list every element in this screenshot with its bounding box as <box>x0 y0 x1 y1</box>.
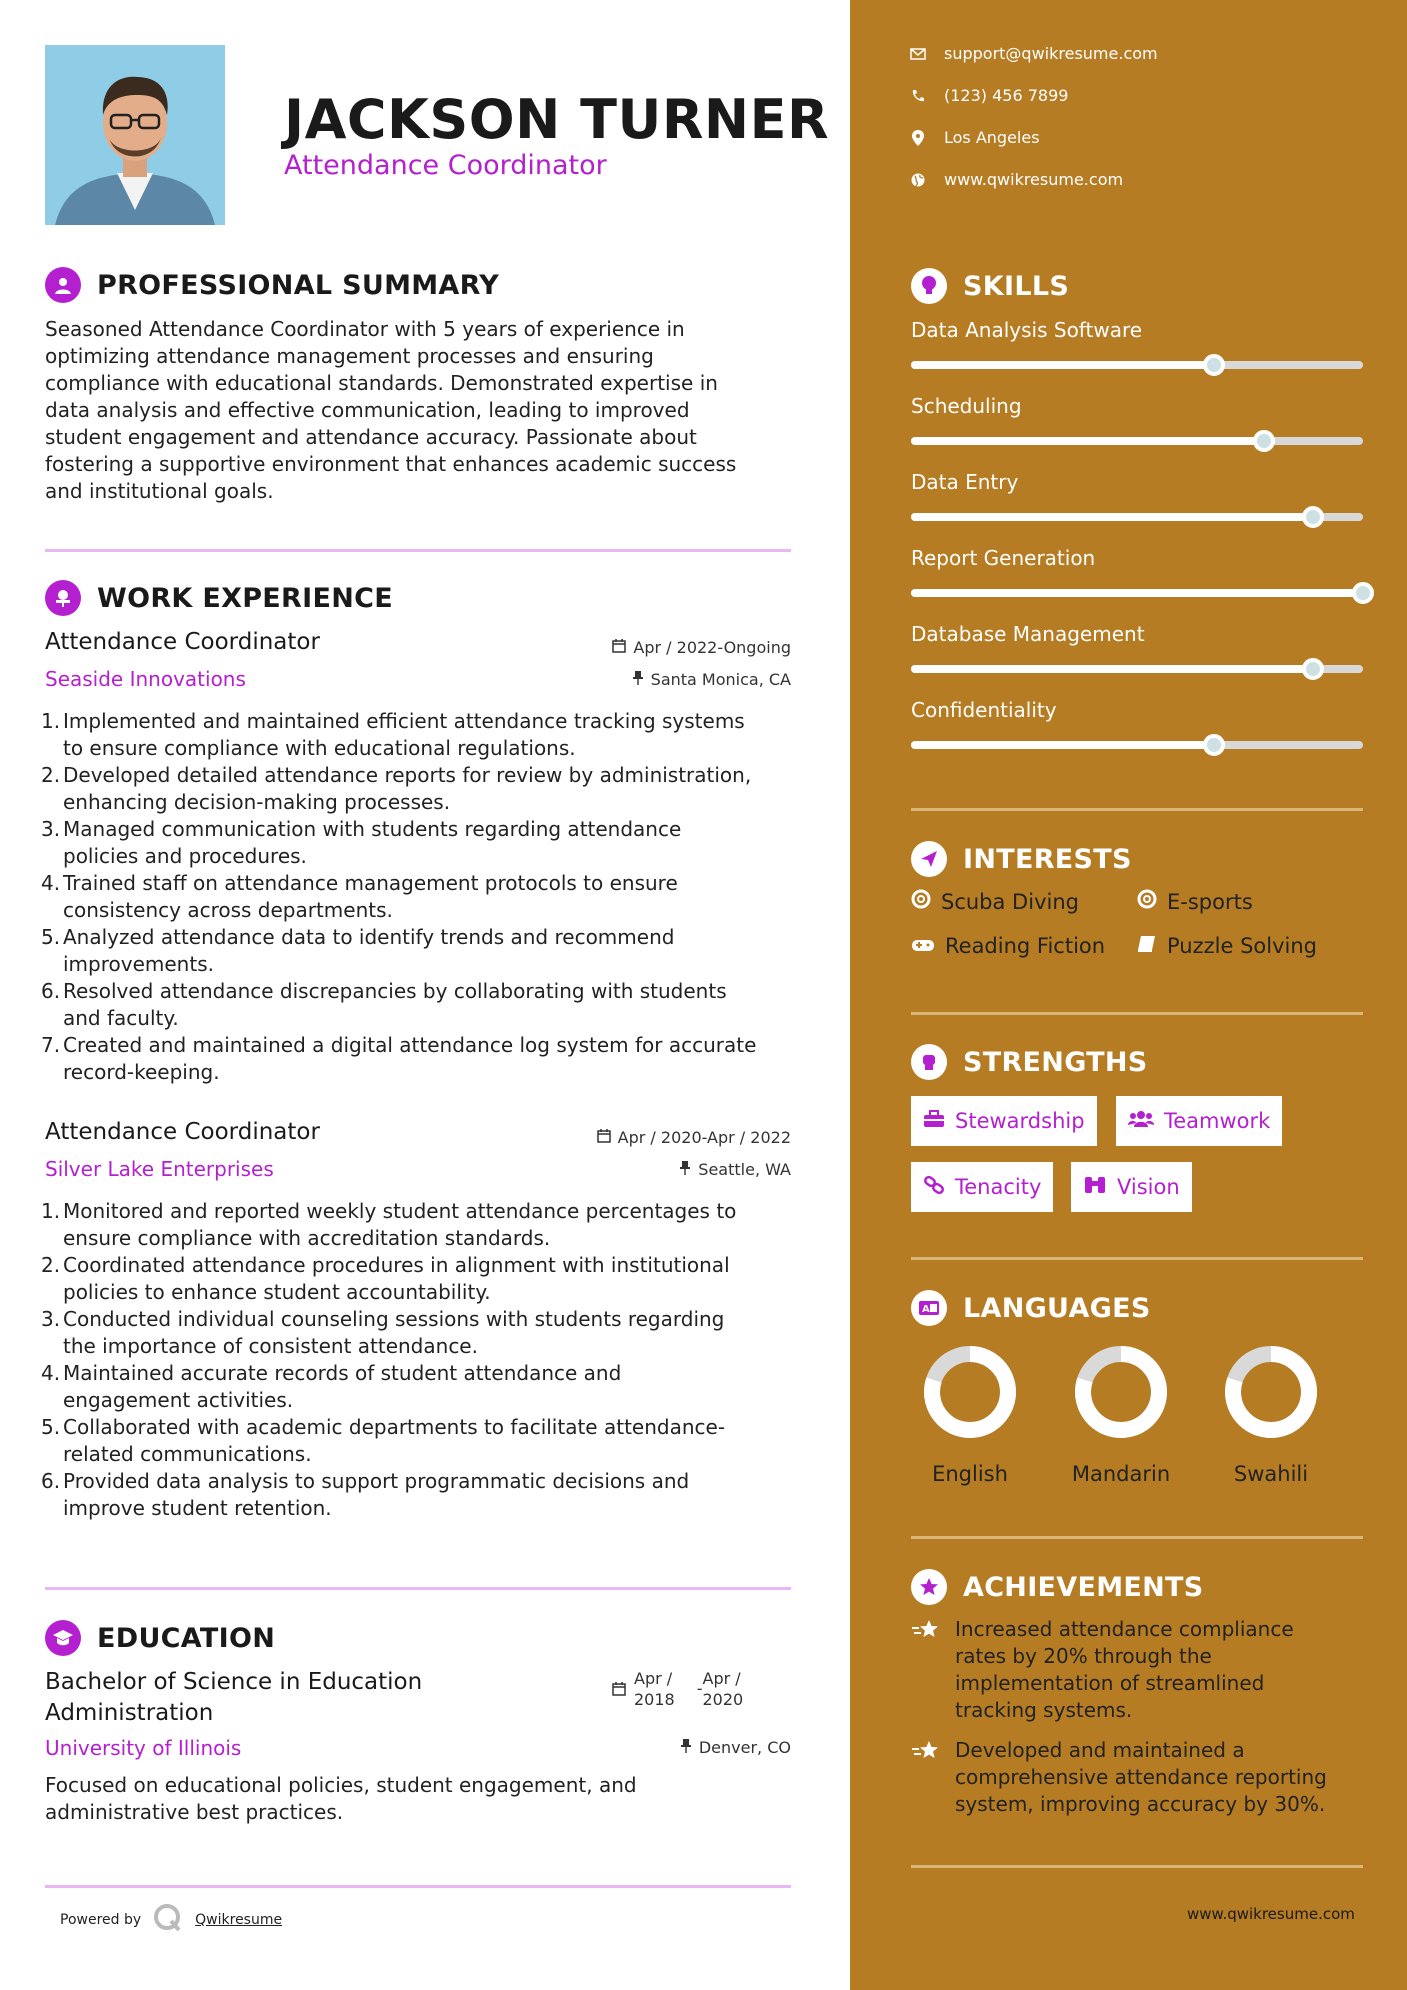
language-name: Swahili <box>1233 1462 1309 1486</box>
contact-email: support@qwikresume.com <box>910 44 1158 63</box>
strength-badge: Stewardship <box>911 1096 1097 1146</box>
job-date: Apr / 2022-Ongoing <box>612 638 791 657</box>
skill-bar-fill <box>911 513 1313 521</box>
sidebar-divider <box>911 808 1363 811</box>
book-icon <box>1137 934 1157 958</box>
job-location: Seattle, WA <box>679 1160 791 1179</box>
translate-icon <box>911 1290 947 1326</box>
language-item <box>910 1344 1030 1486</box>
interest-item: Puzzle Solving <box>1137 934 1317 958</box>
summary-heading: PROFESSIONAL SUMMARY <box>45 267 499 303</box>
interest-item: E-sports <box>1137 889 1253 914</box>
fist-icon <box>911 1044 947 1080</box>
skills-heading: SKILLS <box>911 268 1069 304</box>
skill-bar-knob <box>1253 430 1275 452</box>
skill-bar <box>911 665 1363 673</box>
briefcase-chair-icon <box>45 580 81 616</box>
gamepad-icon <box>911 934 935 958</box>
shooting-star-icon <box>911 1616 941 1724</box>
skill-name: Report Generation <box>911 546 1096 570</box>
achievement-item: Increased attendance compliance rates by 20% through the implementation of streamlined tracking systems. <box>911 1616 1371 1724</box>
skill-name: Scheduling <box>911 394 1022 418</box>
language-ring <box>1223 1344 1319 1440</box>
interests-heading: INTERESTS <box>911 841 1132 877</box>
link-icon <box>923 1175 945 1200</box>
section-divider <box>45 549 791 552</box>
list-item: Implemented and maintained efficient attendance tracking systems to ensure compliance with educational regulations. <box>63 709 745 760</box>
envelope-icon <box>910 48 926 60</box>
strength-badge: Vision <box>1071 1162 1192 1212</box>
list-item: Monitored and reported weekly student attendance percentages to ensure compliance with accreditation standards. <box>63 1199 737 1250</box>
achievements-heading: ACHIEVEMENTS <box>911 1569 1204 1605</box>
skill-bar-fill <box>911 665 1313 673</box>
profile-photo <box>45 45 225 225</box>
skill-bar-knob <box>1203 734 1225 756</box>
job-duties-list <box>45 708 815 1086</box>
calendar-icon <box>612 1668 626 1701</box>
education-location: Denver, CO <box>680 1738 791 1757</box>
toolbox-icon <box>923 1109 945 1133</box>
paper-plane-icon <box>911 841 947 877</box>
user-icon <box>45 267 81 303</box>
lifebuoy-icon <box>1137 889 1157 914</box>
phone-icon <box>910 89 926 103</box>
skill-bar <box>911 361 1363 369</box>
interest-item: Reading Fiction <box>911 934 1105 958</box>
list-item: Created and maintained a digital attendance log system for accurate record-keeping. <box>63 1033 757 1084</box>
company-name: Silver Lake Enterprises <box>45 1157 274 1181</box>
language-item <box>1061 1344 1181 1486</box>
list-item: Provided data analysis to support programmatic decisions and improve student retention. <box>63 1469 690 1520</box>
list-item: Resolved attendance discrepancies by collaborating with students and faculty. <box>63 979 727 1030</box>
powered-by: Powered by Qwikresume <box>60 1903 282 1937</box>
strengths-heading: STRENGTHS <box>911 1044 1148 1080</box>
sidebar-divider <box>911 1257 1363 1260</box>
job-duties-list <box>45 1198 815 1522</box>
list-item: Managed communication with students regarding attendance policies and procedures. <box>63 817 682 868</box>
education-date: Apr / 2018 - Apr / 2020 <box>612 1668 743 1710</box>
users-icon <box>1128 1109 1154 1133</box>
svg-text:A: A <box>922 1304 931 1315</box>
education-heading: EDUCATION <box>45 1620 275 1656</box>
sidebar-divider <box>911 1865 1363 1868</box>
skill-bar <box>911 513 1363 521</box>
footer-website[interactable]: www.qwikresume.com <box>1187 1905 1355 1923</box>
skill-bar-fill <box>911 589 1363 597</box>
languages-heading: A LANGUAGES <box>911 1290 1151 1326</box>
candidate-name: JACKSON TURNER <box>284 88 830 151</box>
company-name: Seaside Innovations <box>45 667 246 691</box>
skill-name: Database Management <box>911 622 1145 646</box>
list-item: Analyzed attendance data to identify trends and recommend improvements. <box>63 925 675 976</box>
contact-website: www.qwikresume.com <box>910 170 1123 189</box>
job-title: Attendance Coordinator <box>45 1119 320 1145</box>
graduation-cap-icon <box>45 1620 81 1656</box>
sidebar-divider <box>911 1012 1363 1015</box>
pin-icon <box>680 1738 692 1757</box>
binoculars-icon <box>1083 1175 1107 1200</box>
star-icon <box>911 1569 947 1605</box>
lightbulb-icon <box>911 268 947 304</box>
list-item: Coordinated attendance procedures in alignment with institutional policies to enhance student accountability. <box>63 1253 730 1304</box>
shooting-star-icon <box>911 1737 941 1818</box>
strength-badge: Teamwork <box>1116 1096 1282 1146</box>
work-heading: WORK EXPERIENCE <box>45 580 393 616</box>
qwikresume-logo-icon <box>153 1903 183 1937</box>
calendar-icon <box>612 638 626 657</box>
list-item: Maintained accurate records of student attendance and engagement activities. <box>63 1361 622 1412</box>
job-location: Santa Monica, CA <box>632 670 791 689</box>
list-item: Trained staff on attendance management protocols to ensure consistency across departments. <box>63 871 678 922</box>
summary-text: Seasoned Attendance Coordinator with 5 years of experience in optimizing attendance management processes and ensuring compliance with educational standards. Demonstrated expertise in data analysis and effective communication, leading to improved student engagement and attendance accuracy. Passionate about fostering a supportive environment that enhances academic success and institutional goals. <box>45 317 737 503</box>
pin-icon <box>632 670 644 689</box>
skill-bar-knob <box>1352 582 1374 604</box>
interest-item: Scuba Diving <box>911 889 1079 914</box>
contact-phone: (123) 456 7899 <box>910 86 1068 105</box>
skill-bar-fill <box>911 361 1214 369</box>
language-ring <box>1073 1344 1169 1440</box>
map-marker-icon <box>910 130 926 146</box>
skill-bar <box>911 741 1363 749</box>
sidebar-divider <box>911 1536 1363 1539</box>
school-name: University of Illinois <box>45 1736 242 1760</box>
skill-name: Confidentiality <box>911 698 1057 722</box>
list-item: Collaborated with academic departments to facilitate attendance- related communications. <box>63 1415 726 1466</box>
calendar-icon <box>597 1128 611 1147</box>
pin-icon <box>679 1160 691 1179</box>
section-divider <box>45 1885 791 1888</box>
degree-title: Bachelor of Science in Education Administration <box>45 1669 423 1726</box>
skill-name: Data Entry <box>911 470 1019 494</box>
section-divider <box>45 1587 791 1590</box>
skill-bar-fill <box>911 741 1214 749</box>
globe-icon <box>910 173 926 187</box>
language-name: English <box>932 1462 1008 1486</box>
list-item: Developed detailed attendance reports for review by administration, enhancing decision-making processes. <box>63 763 752 814</box>
achievement-item: Developed and maintained a comprehensive attendance reporting system, improving accuracy by 30%. <box>911 1737 1371 1818</box>
education-description: Focused on educational policies, student engagement, and administrative best practices. <box>45 1773 637 1824</box>
language-item <box>1211 1344 1331 1486</box>
job-date: Apr / 2020-Apr / 2022 <box>597 1128 791 1147</box>
skill-bar-knob <box>1203 354 1225 376</box>
lifebuoy-icon <box>911 889 931 914</box>
language-name: Mandarin <box>1071 1462 1171 1486</box>
qwikresume-link[interactable]: Qwikresume <box>195 1912 283 1928</box>
candidate-role: Attendance Coordinator <box>284 150 607 181</box>
strength-badge: Tenacity <box>911 1162 1053 1212</box>
list-item: Conducted individual counseling sessions with students regarding the importance of consistent attendance. <box>63 1307 725 1358</box>
skill-bar <box>911 589 1363 597</box>
contact-location: Los Angeles <box>910 128 1040 147</box>
language-ring <box>922 1344 1018 1440</box>
skill-bar <box>911 437 1363 445</box>
skill-bar-fill <box>911 437 1264 445</box>
job-title: Attendance Coordinator <box>45 629 320 655</box>
skill-name: Data Analysis Software <box>911 318 1143 342</box>
